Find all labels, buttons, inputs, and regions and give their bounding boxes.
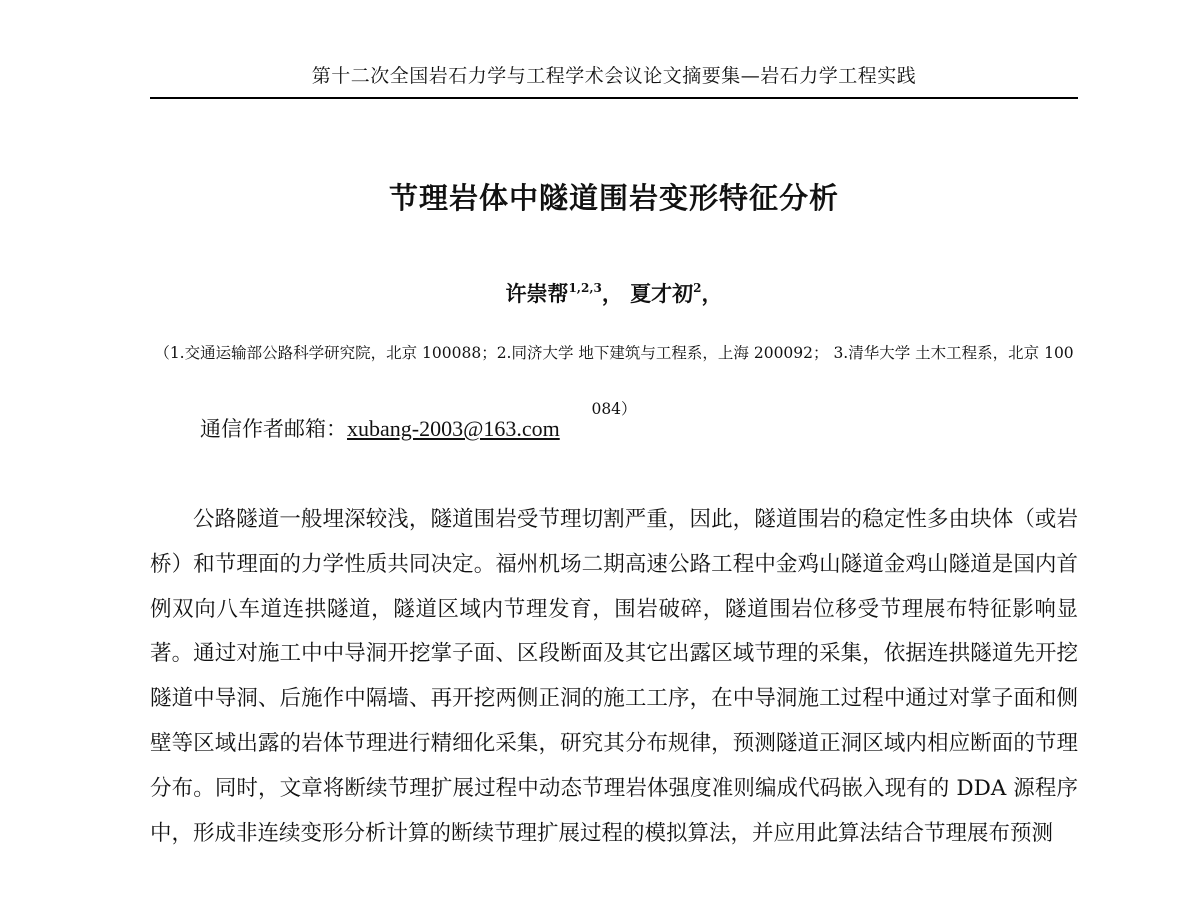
running-header: 第十二次全国岩石力学与工程学术会议论文摘要集—岩石力学工程实践 — [311, 65, 917, 87]
author-separator: ， — [701, 281, 723, 306]
abstract-body: 公路隧道一般埋深较浅，隧道围岩受节理切割严重，因此，隧道围岩的稳定性多由块体（或岩桥）和节理面的力学性质共同决定。福州机场二期高速公路工程中金鸡山隧道金鸡山隧道是国内首例双向八车道连拱隧道，隧道区域内节理发育，围岩破碎，隧道围岩位移受节理展布特征影响显著。通过对施工中中导洞开挖掌子面、区段断面及其它出露区域节理的采集，依据连拱隧道先开挖隧道中导洞、后施作中隔墙、再开挖两侧正洞的施工工序，在中导洞施工过程中通过对掌子面和侧壁等区域出露的岩体节理进行精细化采集，研究其分布规律，预测隧道正洞区域内相应断面的节理分布。同时，文章将断续节理扩展过程中动态节理岩体强度准则编成代码嵌入现有的 DDA 源程序中，形成非连续变形分析计算的断续节理扩展过程的模拟算法，并应用此算法结合节理展布预测 — [150, 507, 1078, 846]
author-separator: ， — [601, 281, 623, 306]
author-affiliation-mark: 1,2,3 — [568, 281, 602, 295]
email-label: 通信作者邮箱： — [200, 417, 347, 441]
email-link[interactable]: xubang-2003@163.com — [347, 416, 560, 441]
affiliations: （1.交通运输部公路科学研究院，北京 100088；2.同济大学 地下建筑与工程系，上海 200092； 3.清华大学 土木工程系，北京 100084） — [154, 344, 1074, 418]
author-line — [150, 272, 1078, 310]
author-name: 许崇帮 — [505, 281, 569, 306]
author-affiliation-mark: 2 — [693, 281, 702, 295]
paper-title: 节理岩体中隧道围岩变形特征分析 — [388, 181, 839, 215]
header-rule — [150, 97, 1078, 99]
author-name: 夏才初 — [630, 281, 694, 306]
correspondence-email — [200, 413, 560, 445]
